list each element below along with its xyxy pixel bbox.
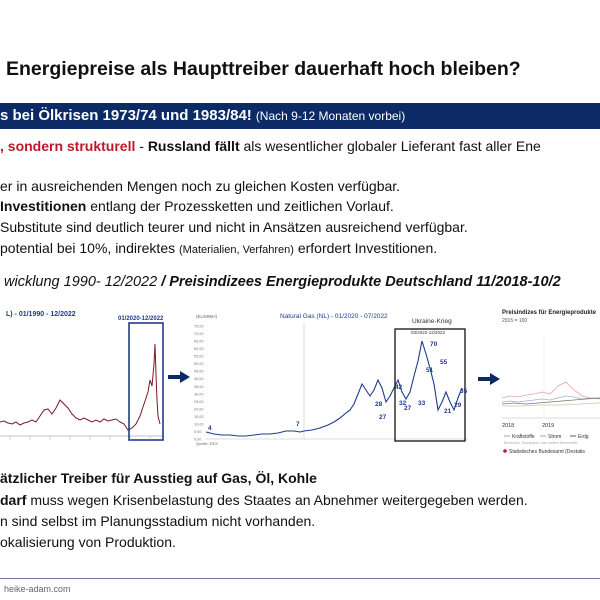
process-text: entlang der Prozessketten und zeitlichen Vorlauf. — [86, 198, 394, 214]
gas-ytick: 15,00 — [194, 414, 204, 419]
bottom-line-3: n sind selbst im Planungsstadium nicht vorhanden. — [0, 513, 316, 529]
legend-fuel: Kraftstoffe — [512, 434, 535, 440]
gas-ytick: 65,00 — [194, 339, 204, 344]
legend-power: Strom — [548, 434, 562, 440]
price-index-chart — [500, 306, 600, 454]
legend-wood: Brennholz, Holzpellets oder andere Brennstoffe — [504, 441, 578, 445]
gas-y-ticks — [194, 325, 204, 442]
gas-value-label: 21 — [444, 408, 452, 415]
arrow-right-icon — [478, 373, 500, 385]
destatis-icon — [503, 449, 507, 453]
bullet-line-1 — [0, 138, 541, 154]
investments-text: Investitionen — [0, 198, 87, 214]
gas-ytick: 40,00 — [194, 377, 204, 382]
gas-value-label: 32 — [399, 400, 407, 407]
gas-value-label: 4 — [208, 425, 212, 432]
gas-ytick: 45,00 — [194, 369, 204, 374]
gas-ytick: 75,00 — [194, 324, 204, 329]
bullet-line-3 — [0, 198, 394, 214]
gas-ytick: 0,00 — [194, 437, 202, 442]
charts-heading-right: / Preisindizees Energieprodukte Deutschland 11/2018-10/2 — [161, 274, 561, 290]
gas-value-label: 29 — [454, 402, 462, 409]
oil-highlight-box — [129, 323, 163, 440]
gas-y-label: (EL/MWH) — [196, 314, 217, 319]
gas-source: Quelle: EEX — [196, 441, 218, 446]
oil-chart-title: L) - 01/1990 - 12/2022 — [6, 311, 76, 318]
gas-ytick: 20,00 — [194, 407, 204, 412]
gas-value-label: 51 — [426, 367, 434, 374]
gas-ytick: 10,00 — [194, 422, 204, 427]
arrow-1 — [168, 370, 190, 388]
gas-value-label: 55 — [440, 359, 448, 366]
structural-text: , sondern strukturell — [0, 138, 136, 154]
supplier-text: als wesentlicher globaler Lieferant fast aller Ene — [239, 138, 541, 154]
gas-value-label: 27 — [404, 405, 412, 412]
fuel-index-line — [502, 382, 600, 399]
russia-text: Russland fällt — [147, 138, 240, 154]
gas-value-label: 33 — [418, 400, 426, 407]
materials-text: (Materialien, Verfahren) — [179, 244, 294, 256]
gas-chart-svg — [192, 306, 470, 450]
gas-ytick: 70,00 — [194, 332, 204, 337]
oil-price-line — [0, 344, 160, 430]
index-xtick-2018: 2018 — [502, 423, 515, 429]
war-label: Ukraine-Krieg — [412, 318, 452, 325]
index-chart-title: Preisindizes für Energieprodukte — [502, 310, 597, 316]
gas-ytick: 30,00 — [194, 392, 204, 397]
gas-chart-title: Natural Gas (NL) - 01/2020 - 07/2022 — [280, 313, 388, 320]
gas-value-label: 28 — [375, 401, 383, 408]
bottom-line-4: okalisierung von Produktion. — [0, 534, 176, 550]
bottom-heading: ätzlicher Treiber für Ausstieg auf Gas, Öl, Kohle — [0, 470, 317, 486]
requires-text: erfordert Investitionen. — [293, 240, 438, 256]
index-xtick-2019: 2019 — [542, 423, 555, 429]
arrow-2 — [478, 372, 500, 390]
legend-gas: Erdg — [578, 434, 589, 440]
gas-ytick: 25,00 — [194, 399, 204, 404]
gas-index-line — [502, 398, 600, 404]
index-legend — [504, 434, 589, 445]
bullet-line-5 — [0, 240, 437, 256]
arrow-right-icon — [168, 371, 190, 383]
charts-heading — [4, 274, 561, 290]
gas-ytick: 60,00 — [194, 347, 204, 352]
gas-value-label: 35 — [460, 388, 468, 395]
footer-divider — [0, 578, 600, 579]
bullet-line-4: Substitute sind deutlich teurer und nicht in Ansätzen ausreichend verfügbar. — [0, 219, 468, 235]
highlight-banner — [0, 103, 600, 129]
gas-value-label: 7 — [296, 421, 300, 428]
oil-price-chart — [0, 304, 166, 448]
gas-ytick: 5,00 — [194, 429, 202, 434]
banner-text — [0, 107, 405, 124]
separator: - — [135, 138, 148, 154]
demand-text: darf — [0, 492, 27, 508]
gas-price-chart — [192, 306, 470, 450]
gas-price-line — [206, 341, 462, 436]
banner-sub: (Nach 9-12 Monaten vorbei) — [255, 109, 406, 123]
gas-ytick: 50,00 — [194, 362, 204, 367]
index-chart-subtitle: 2015 = 100 — [502, 318, 528, 324]
bottom-line-2 — [0, 492, 528, 508]
gas-box-label: 03/2022-12/2022 — [411, 330, 446, 335]
footer-site: heike-adam.com — [4, 584, 71, 594]
oil-box-label: 01/2020-12/2022 — [118, 316, 164, 322]
gas-ytick: 55,00 — [194, 354, 204, 359]
gas-value-label: 70 — [430, 341, 438, 348]
gas-value-label: 27 — [379, 414, 387, 421]
oil-chart-svg — [0, 304, 166, 448]
potential-text: potential bei 10%, indirektes — [0, 240, 179, 256]
index-source: Statistisches Bundesamt (Destatis — [509, 449, 585, 454]
charts-heading-left: wicklung 1990- 12/2022 — [4, 274, 158, 290]
gas-ytick: 35,00 — [194, 384, 204, 389]
passon-text: muss wegen Krisenbelastung des Staates an Abnehmer weitergegeben werden. — [26, 492, 528, 508]
banner-main: s bei Ölkrisen 1973/74 und 1983/84! — [0, 107, 252, 124]
gas-value-label: 42 — [395, 384, 403, 391]
index-chart-svg — [500, 306, 600, 454]
slide-title: Energiepreise als Haupttreiber dauerhaft hoch bleiben? — [6, 58, 521, 80]
bullet-line-2: er in ausreichenden Mengen noch zu gleichen Kosten verfügbar. — [0, 178, 401, 194]
gas-value-labels — [208, 341, 468, 432]
